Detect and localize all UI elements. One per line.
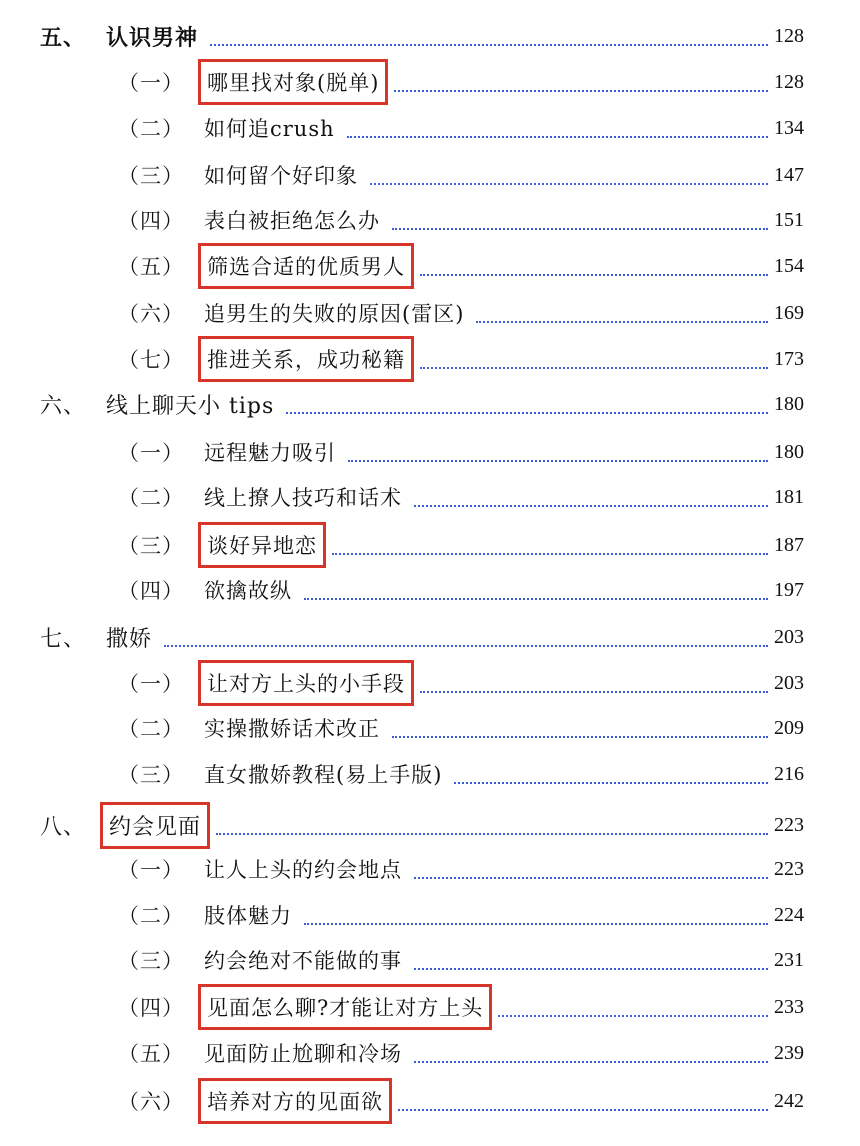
toc-entry-number: 六、	[40, 393, 87, 419]
toc-section-row[interactable]	[0, 1033, 860, 1073]
toc-page-number: 151	[774, 208, 804, 231]
toc-entry-number: （四）	[118, 996, 184, 1020]
toc-entry-number: 七、	[40, 626, 87, 652]
toc-entry-label	[118, 943, 408, 977]
toc-leader-dots	[332, 553, 768, 555]
toc-page-number: 134	[774, 116, 804, 139]
toc-page-number: 169	[774, 301, 804, 324]
toc-entry-title: 实操撒娇话术改正	[204, 717, 380, 741]
toc-entry-title: 肢体魅力	[204, 904, 292, 928]
toc-entry-label	[118, 435, 342, 469]
toc-entry-title: 线上聊天小 tips	[106, 393, 275, 419]
toc-section-row[interactable]	[0, 940, 860, 980]
toc-entry-label	[118, 111, 341, 145]
toc-page-number: 197	[774, 578, 804, 601]
toc-section-row[interactable]	[0, 339, 860, 379]
toc-entry-title-highlighted: 哪里找对象(脱单)	[198, 59, 388, 105]
toc-entry-number: （二）	[118, 486, 184, 510]
toc-entry-label	[118, 203, 386, 237]
toc-entry-title: 欲擒故纵	[204, 579, 292, 603]
toc-section-row[interactable]	[0, 62, 860, 102]
toc-page-number: 231	[774, 948, 804, 971]
toc-entry-title-highlighted: 推进关系，成功秘籍	[198, 336, 414, 382]
toc-section-row[interactable]	[0, 1081, 860, 1121]
toc-entry-number: （二）	[118, 717, 184, 741]
toc-entry-title-highlighted: 培养对方的见面欲	[198, 1078, 392, 1124]
toc-page-number: 233	[774, 995, 804, 1018]
toc-leader-dots	[414, 968, 768, 970]
toc-entry-label	[118, 711, 386, 745]
toc-entry-number: 八、	[40, 814, 87, 840]
toc-entry-number: （一）	[118, 858, 184, 882]
toc-section-row[interactable]	[0, 246, 860, 286]
toc-leader-dots	[348, 460, 768, 462]
toc-entry-title: 直女撒娇教程(易上手版)	[204, 763, 443, 787]
toc-leader-dots	[392, 736, 768, 738]
toc-leader-dots	[370, 183, 768, 185]
toc-entry-label	[118, 660, 414, 706]
toc-page-number: 203	[774, 625, 804, 648]
toc-page-number: 224	[774, 903, 804, 926]
toc-entry-number: （四）	[118, 209, 184, 233]
toc-page-number: 216	[774, 762, 804, 785]
toc-page-number: 180	[774, 440, 804, 463]
toc-leader-dots	[420, 367, 768, 369]
toc-entry-title: 让人上头的约会地点	[204, 858, 402, 882]
toc-entry-number: （五）	[118, 1042, 184, 1066]
toc-entry-title: 如何留个好印象	[204, 164, 358, 188]
toc-entry-number: （一）	[118, 441, 184, 465]
toc-leader-dots	[454, 782, 768, 784]
toc-leader-dots	[398, 1109, 768, 1111]
toc-leader-dots	[304, 598, 768, 600]
toc-leader-dots	[498, 1015, 768, 1017]
toc-section-row[interactable]	[0, 708, 860, 748]
toc-page-number: 187	[774, 533, 804, 556]
toc-entry-title-highlighted: 谈好异地恋	[198, 522, 326, 568]
toc-leader-dots	[414, 877, 768, 879]
toc-entry-label	[118, 1078, 392, 1124]
toc-entry-number: （三）	[118, 949, 184, 973]
toc-entry-title-highlighted: 约会见面	[100, 802, 210, 849]
toc-section-row[interactable]	[0, 108, 860, 148]
toc-entry-number: （七）	[118, 348, 184, 372]
toc-page-number: 223	[774, 813, 804, 836]
toc-chapter-row[interactable]	[0, 16, 860, 56]
toc-leader-dots	[216, 833, 768, 835]
toc-leader-dots	[210, 44, 768, 46]
toc-entry-number: （二）	[118, 904, 184, 928]
toc-entry-label	[40, 802, 210, 849]
toc-page-number: 223	[774, 857, 804, 880]
toc-entry-number: （一）	[118, 672, 184, 696]
toc-entry-label	[118, 480, 408, 514]
toc-section-row[interactable]	[0, 849, 860, 889]
toc-page-number: 154	[774, 254, 804, 277]
toc-entry-label	[40, 620, 158, 655]
toc-page-number: 181	[774, 485, 804, 508]
toc-entry-title-highlighted: 见面怎么聊?才能让对方上头	[198, 984, 492, 1030]
toc-entry-label	[118, 336, 414, 382]
toc-entry-label	[40, 19, 204, 54]
toc-entry-title: 撒娇	[106, 626, 153, 652]
toc-entry-label	[118, 243, 414, 289]
toc-page-number: 128	[774, 70, 804, 93]
toc-entry-number: （三）	[118, 763, 184, 787]
toc-section-row[interactable]	[0, 293, 860, 333]
toc-entry-label	[118, 852, 408, 886]
toc-leader-dots	[347, 136, 768, 138]
toc-section-row[interactable]	[0, 477, 860, 517]
toc-entry-label	[118, 296, 470, 330]
toc-chapter-row[interactable]	[0, 805, 860, 845]
toc-page-number: 242	[774, 1089, 804, 1112]
toc-leader-dots	[286, 412, 768, 414]
toc-page-number: 180	[774, 392, 804, 415]
toc-entry-number: （一）	[118, 71, 184, 95]
toc-entry-number: （三）	[118, 164, 184, 188]
toc-entry-label	[118, 1036, 408, 1070]
toc-entry-number: （六）	[118, 1090, 184, 1114]
toc-entry-number: （五）	[118, 255, 184, 279]
toc-entry-title: 追男生的失败的原因(雷区)	[204, 302, 465, 326]
toc-section-row[interactable]	[0, 525, 860, 565]
toc-leader-dots	[420, 691, 768, 693]
toc-entry-title: 认识男神	[106, 24, 199, 51]
toc-entry-number: （四）	[118, 579, 184, 603]
toc-entry-label	[118, 757, 448, 791]
toc-entry-title: 约会绝对不能做的事	[204, 949, 402, 973]
toc-chapter-row[interactable]	[0, 617, 860, 657]
toc-entry-label	[118, 59, 388, 105]
toc-entry-label	[118, 898, 298, 932]
toc-entry-title: 如何追crush	[204, 117, 335, 141]
toc-section-row[interactable]	[0, 895, 860, 935]
toc-page-number: 128	[774, 24, 804, 47]
toc-leader-dots	[414, 1061, 768, 1063]
toc-page-number: 147	[774, 163, 804, 186]
toc-section-row[interactable]	[0, 987, 860, 1027]
toc-entry-label	[118, 522, 326, 568]
toc-page-number: 203	[774, 671, 804, 694]
toc-entry-label	[118, 984, 492, 1030]
toc-entry-label	[40, 387, 280, 422]
toc-leader-dots	[164, 645, 768, 647]
toc-section-row[interactable]	[0, 754, 860, 794]
toc-entry-label	[118, 158, 364, 192]
toc-page-number: 173	[774, 347, 804, 370]
toc-leader-dots	[414, 505, 768, 507]
toc-section-row[interactable]	[0, 155, 860, 195]
toc-entry-title-highlighted: 筛选合适的优质男人	[198, 243, 414, 289]
toc-entry-number: （六）	[118, 302, 184, 326]
toc-leader-dots	[304, 923, 768, 925]
toc-section-row[interactable]	[0, 432, 860, 472]
toc-section-row[interactable]	[0, 663, 860, 703]
toc-chapter-row[interactable]	[0, 384, 860, 424]
toc-entry-title: 远程魅力吸引	[204, 441, 336, 465]
toc-entry-label	[118, 573, 298, 607]
toc-entry-number: （三）	[118, 534, 184, 558]
toc-section-row[interactable]	[0, 570, 860, 610]
toc-entry-title: 线上撩人技巧和话术	[204, 486, 402, 510]
toc-page-number: 209	[774, 716, 804, 739]
toc-page-number: 239	[774, 1041, 804, 1064]
toc-entry-title: 见面防止尬聊和冷场	[204, 1042, 402, 1066]
toc-section-row[interactable]	[0, 200, 860, 240]
toc-entry-number: （二）	[118, 117, 184, 141]
toc-leader-dots	[476, 321, 768, 323]
toc-leader-dots	[392, 228, 768, 230]
toc-entry-title-highlighted: 让对方上头的小手段	[198, 660, 414, 706]
toc-entry-title: 表白被拒绝怎么办	[204, 209, 380, 233]
toc-leader-dots	[394, 90, 768, 92]
toc-entry-number: 五、	[40, 24, 87, 51]
toc-leader-dots	[420, 274, 768, 276]
